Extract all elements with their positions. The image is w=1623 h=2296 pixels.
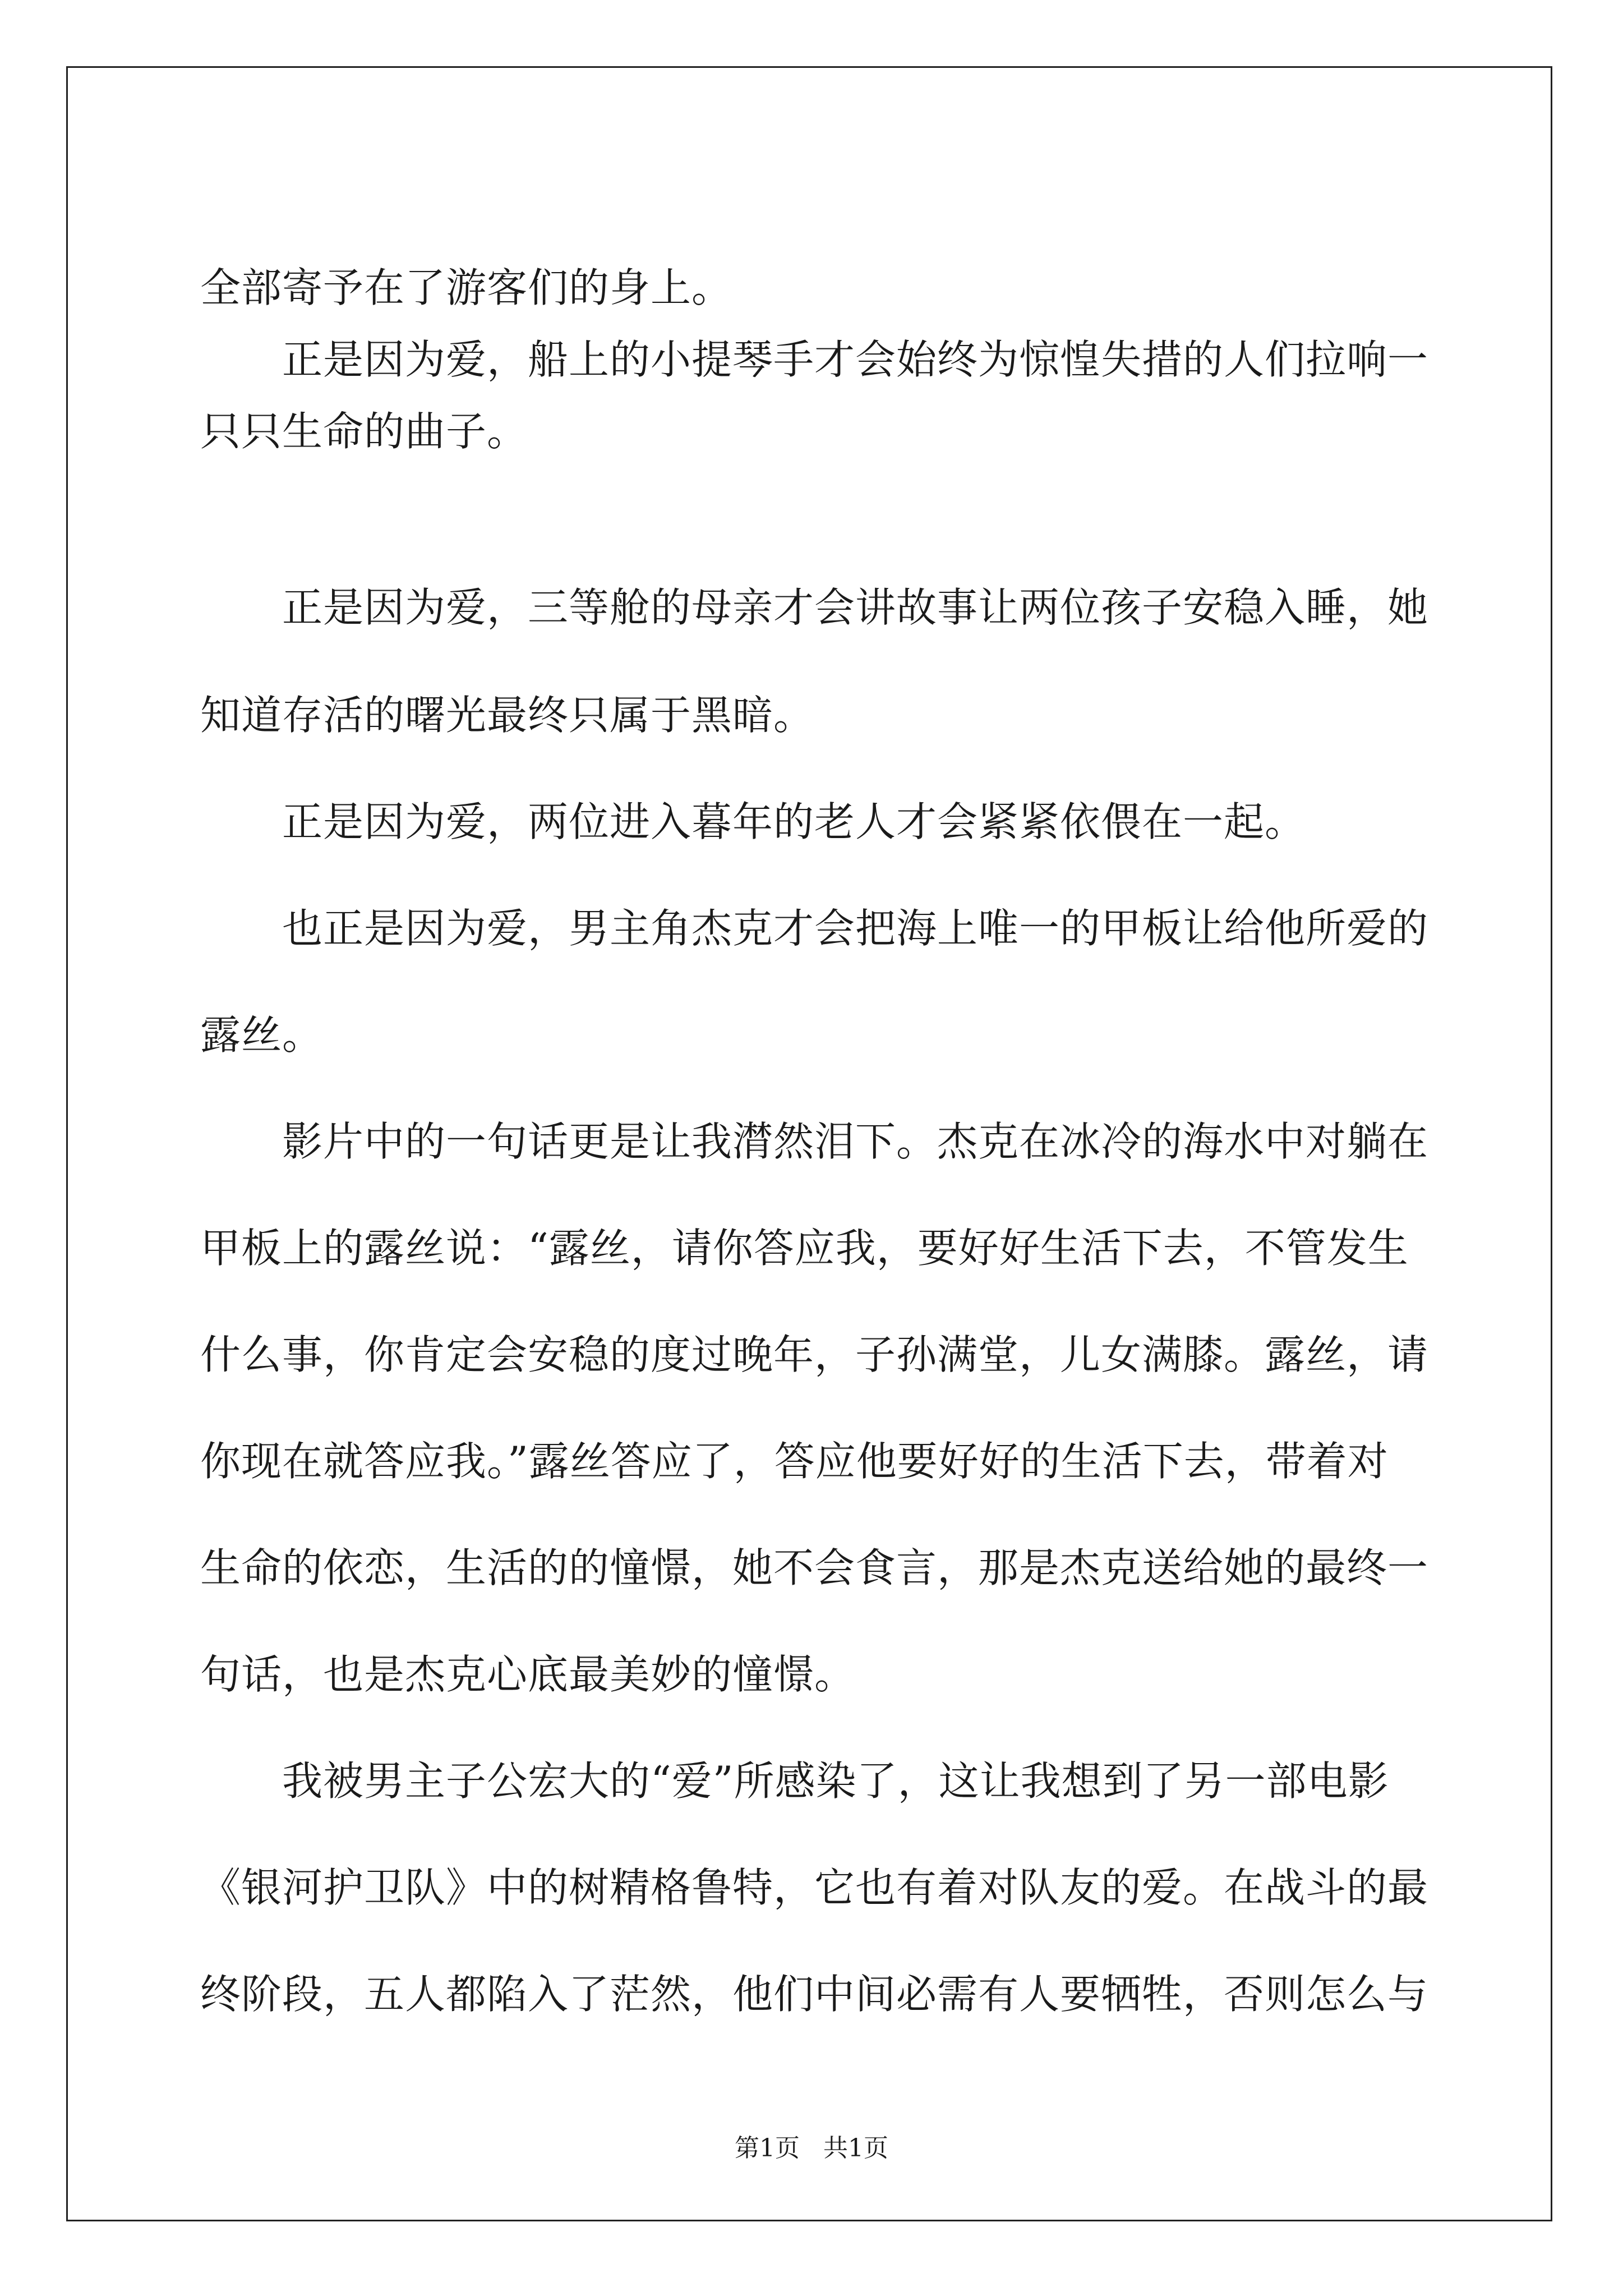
text-line: 影片中的一句话更是让我潸然泪下。杰克在冰冷的海水中对躺在 [282, 1118, 1429, 1165]
page-number: 第1页 [735, 2134, 800, 2162]
page-footer [0, 2136, 1623, 2161]
text-line: 只只生命的曲子。 [200, 408, 528, 455]
text-line: 知道存活的曙光最终只属于黑暗。 [200, 692, 815, 739]
text-line: 正是因为爱，船上的小提琴手才会始终为惊惶失措的人们拉响一 [282, 336, 1429, 383]
text-line: 生命的依恋，生活的的憧憬，她不会食言，那是杰克送给她的最终一 [200, 1544, 1429, 1591]
text-line: 终阶段，五人都陷入了茫然，他们中间必需有人要牺牲，否则怎么与 [200, 1971, 1429, 2018]
page-total: 共1页 [823, 2134, 888, 2162]
text-line: 也正是因为爱，男主角杰克才会把海上唯一的甲板让给他所爱的 [282, 905, 1429, 952]
text-line: 你现在就答应我。”露丝答应了，答应他要好好的生活下去，带着对 [200, 1438, 1389, 1485]
text-line: 句话，也是杰克心底最美妙的憧憬。 [200, 1651, 856, 1698]
text-line: 《银河护卫队》中的树精格鲁特，它也有着对队友的爱。在战斗的最 [200, 1864, 1429, 1911]
text-line: 正是因为爱，两位进入暮年的老人才会紧紧依偎在一起。 [282, 798, 1306, 845]
text-line: 全部寄予在了游客们的身上。 [200, 264, 733, 311]
text-line: 我被男主子公宏大的“爱”所感染了，这让我想到了另一部电影 [282, 1757, 1389, 1805]
text-line: 什么事，你肯定会安稳的度过晚年，子孙满堂，儿女满膝。露丝，请 [200, 1331, 1429, 1378]
text-line: 露丝。 [200, 1011, 324, 1059]
text-line: 甲板上的露丝说：“露丝，请你答应我，要好好生活下去，不管发生 [200, 1225, 1409, 1272]
text-line: 正是因为爱，三等舱的母亲才会讲故事让两位孩子安稳入睡，她 [282, 584, 1429, 631]
